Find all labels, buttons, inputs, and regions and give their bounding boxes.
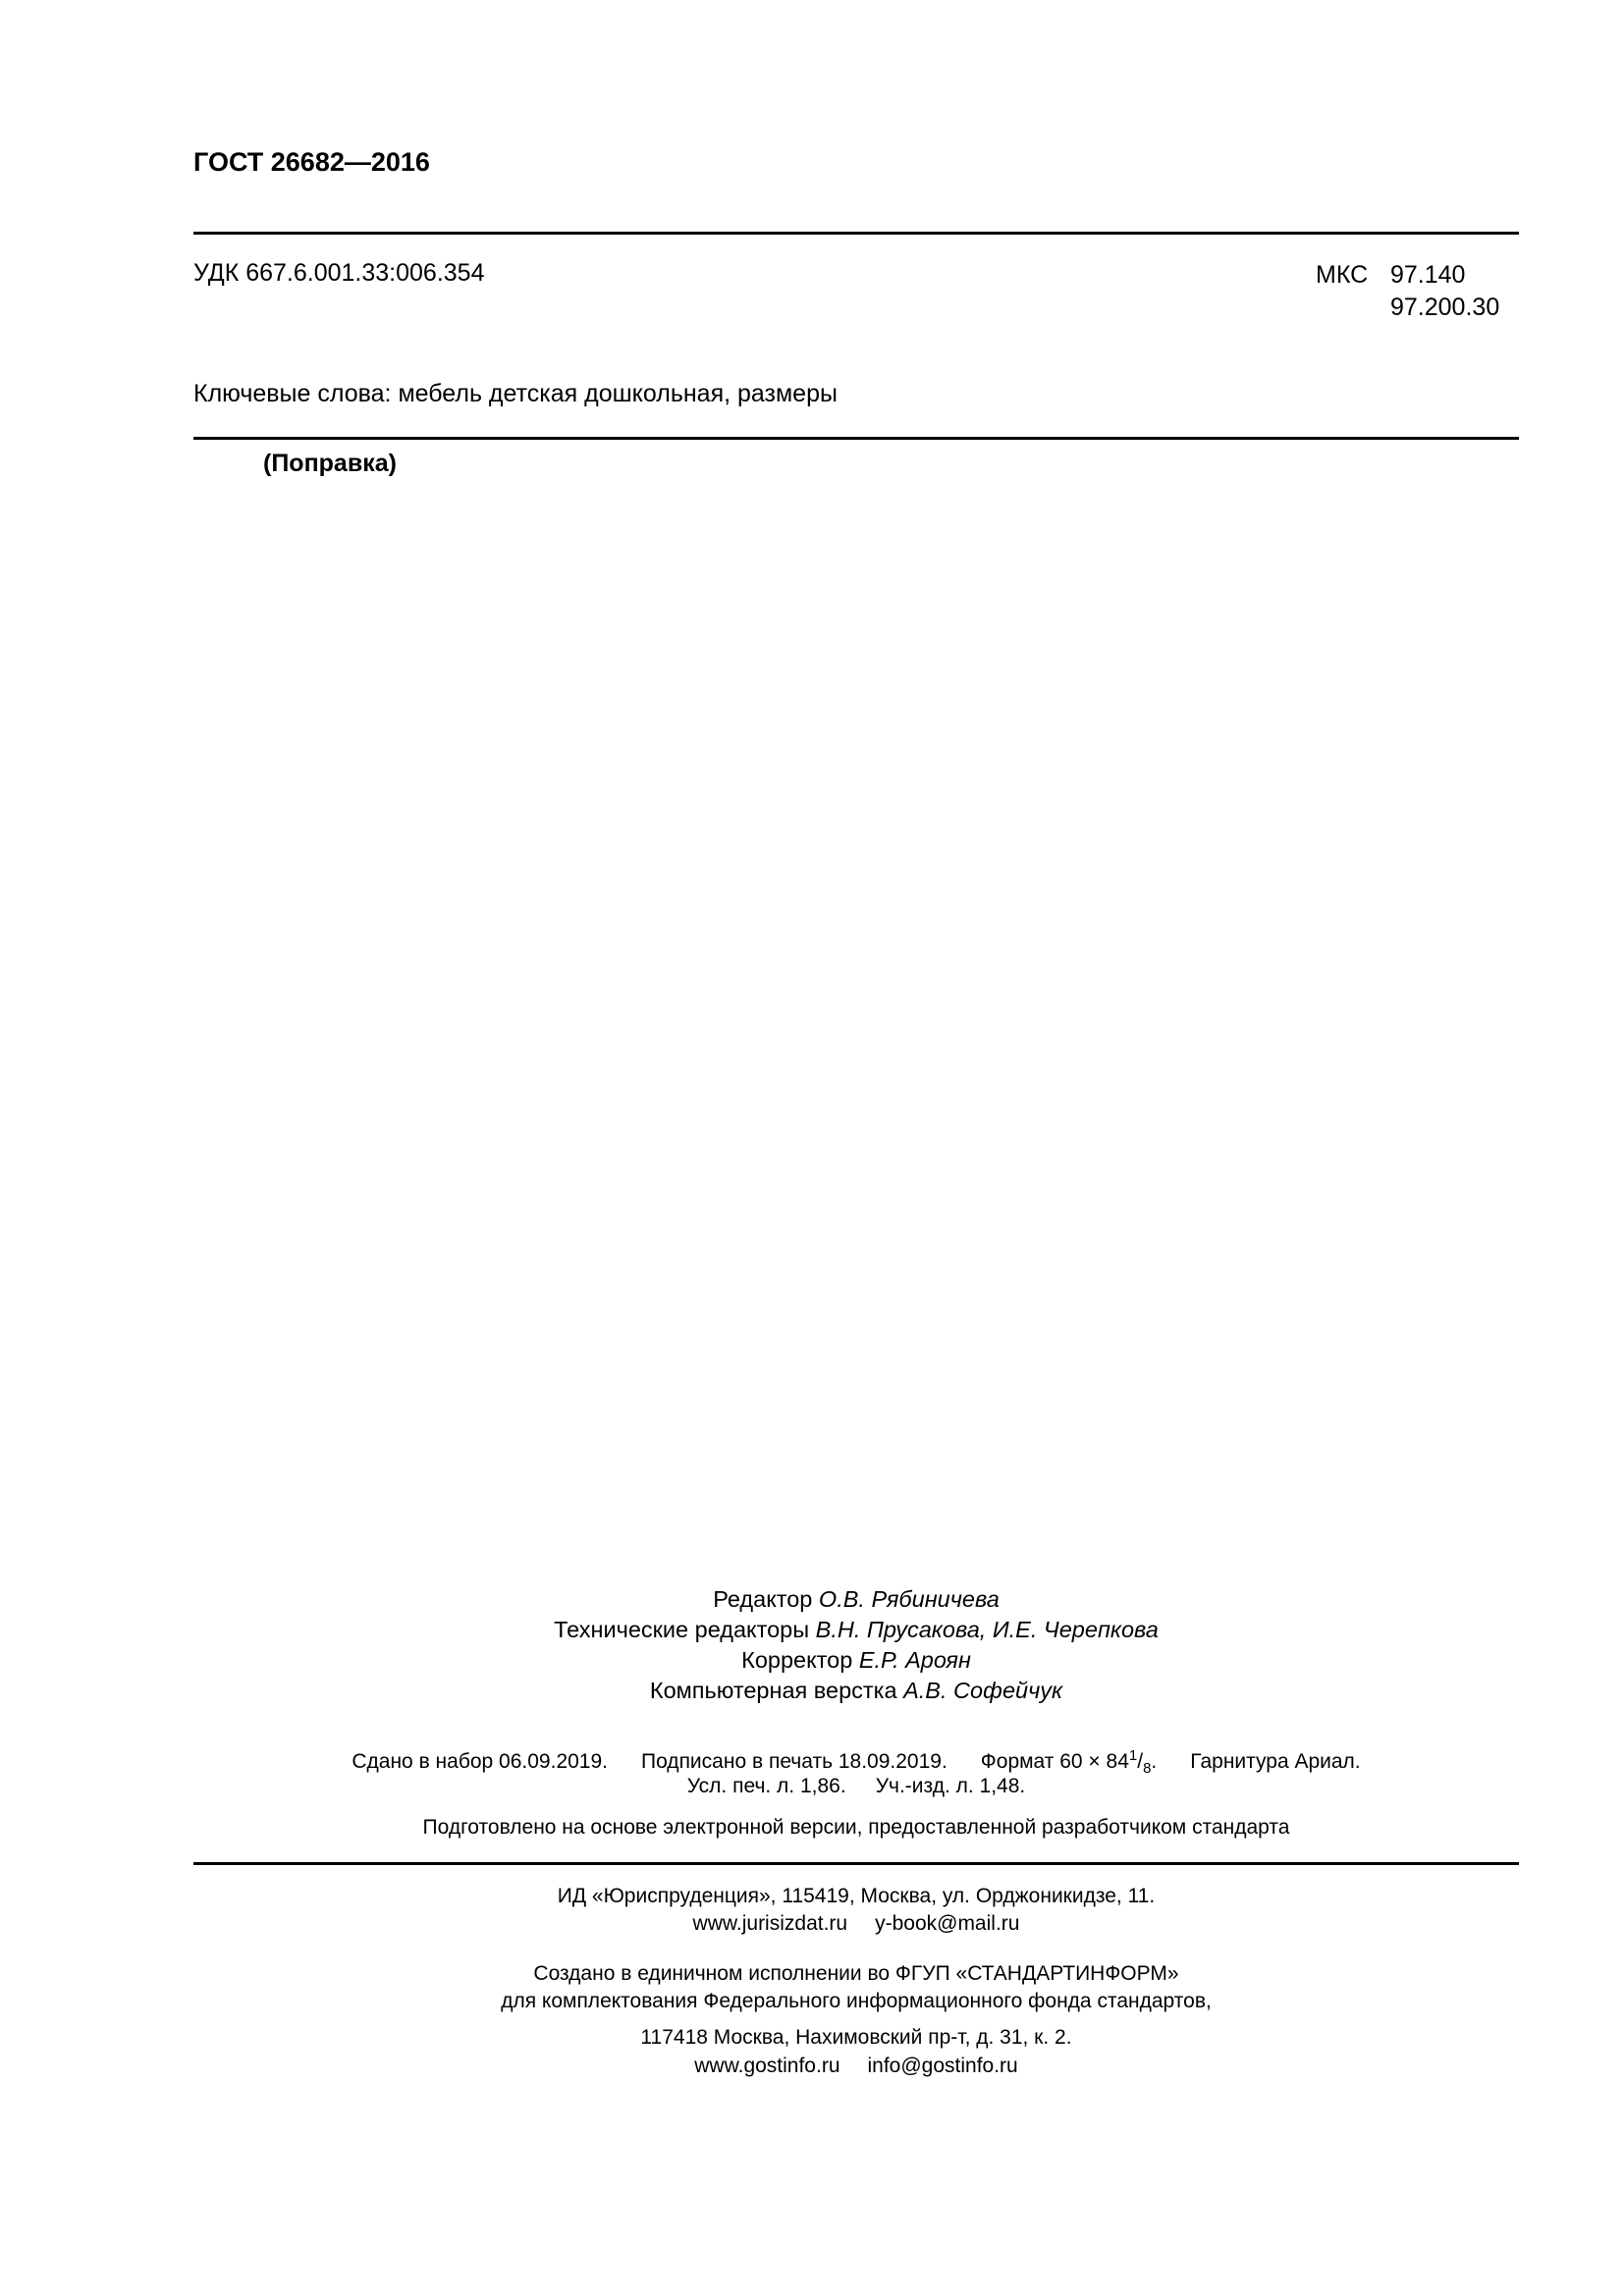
keywords: Ключевые слова: мебель детская дошкольная, размеры [193, 380, 838, 407]
standartinform-contacts [193, 2023, 1519, 2080]
layout-name: А.В. Софейчук [903, 1678, 1063, 1703]
proofreader-name: Е.Р. Ароян [858, 1647, 971, 1673]
pub-sheets: Уч.-изд. л. 1,48. [875, 1775, 1026, 1797]
created-line-1: Создано в единичном исполнении во ФГУП «СТАНДАРТИНФОРМ» [533, 1962, 1179, 1985]
mks-label: МКС [1316, 261, 1369, 289]
created-line-2: для комплектования Федерального информационного фонда стандартов, [501, 1990, 1212, 2012]
correction-note: (Поправка) [263, 450, 397, 477]
divider-keywords [193, 437, 1519, 440]
publisher-address: ИД «Юриспруденция», 115419, Москва, ул. Орджоникидзе, 11. [557, 1885, 1156, 1907]
udk-code: УДК 667.6.001.33:006.354 [193, 259, 485, 287]
standartinform-address: 117418 Москва, Нахимовский пр-т, д. 31, к. 2. [640, 2026, 1072, 2049]
credits-block [193, 1584, 1519, 1706]
standartinform-links [193, 2052, 1519, 2080]
printing-info-line [193, 1747, 1519, 1777]
print-sheets: Усл. печ. л. 1,86. [686, 1775, 846, 1797]
publisher-contacts [193, 1910, 1519, 1938]
created-block [193, 1960, 1519, 2015]
typeface: Гарнитура Ариал. [1190, 1750, 1361, 1773]
credit-proofreader [193, 1645, 1519, 1676]
signed-date: Подписано в печать 18.09.2019. [641, 1750, 947, 1773]
credit-layout [193, 1676, 1519, 1706]
mks-codes [1316, 259, 1499, 324]
mks-code-2: 97.200.30 [1390, 294, 1500, 321]
tech-editors-role: Технические редакторы [554, 1617, 810, 1642]
print-format: Формат $60 \times 84^1/_8$. [980, 1747, 1158, 1778]
typeset-date: Сдано в набор 06.09.2019. [352, 1750, 608, 1773]
standartinform-website: www.gostinfo.ru [694, 2055, 840, 2077]
layout-role: Компьютерная верстка [649, 1678, 897, 1703]
credit-tech-editors [193, 1615, 1519, 1645]
tech-editors-names: В.Н. Прусакова, И.Е. Черепкова [815, 1617, 1159, 1642]
sheets-info-line [193, 1775, 1519, 1798]
publisher-website: www.jurisizdat.ru [692, 1912, 848, 1935]
editor-name: О.В. Рябиничева [818, 1586, 1000, 1612]
divider-top [193, 232, 1519, 235]
credit-editor [193, 1584, 1519, 1615]
editor-role: Редактор [713, 1586, 813, 1612]
standartinform-email: info@gostinfo.ru [867, 2055, 1018, 2077]
divider-bottom [193, 1862, 1519, 1865]
publisher-block [193, 1883, 1519, 1938]
proofreader-role: Корректор [741, 1647, 853, 1673]
prepared-note: Подготовлено на основе электронной версии, предоставленной разработчиком стандарта [422, 1816, 1290, 1839]
mks-code-1: 97.140 [1390, 261, 1466, 289]
standard-code: ГОСТ 26682—2016 [193, 147, 430, 177]
publisher-email: y-book@mail.ru [875, 1912, 1020, 1935]
